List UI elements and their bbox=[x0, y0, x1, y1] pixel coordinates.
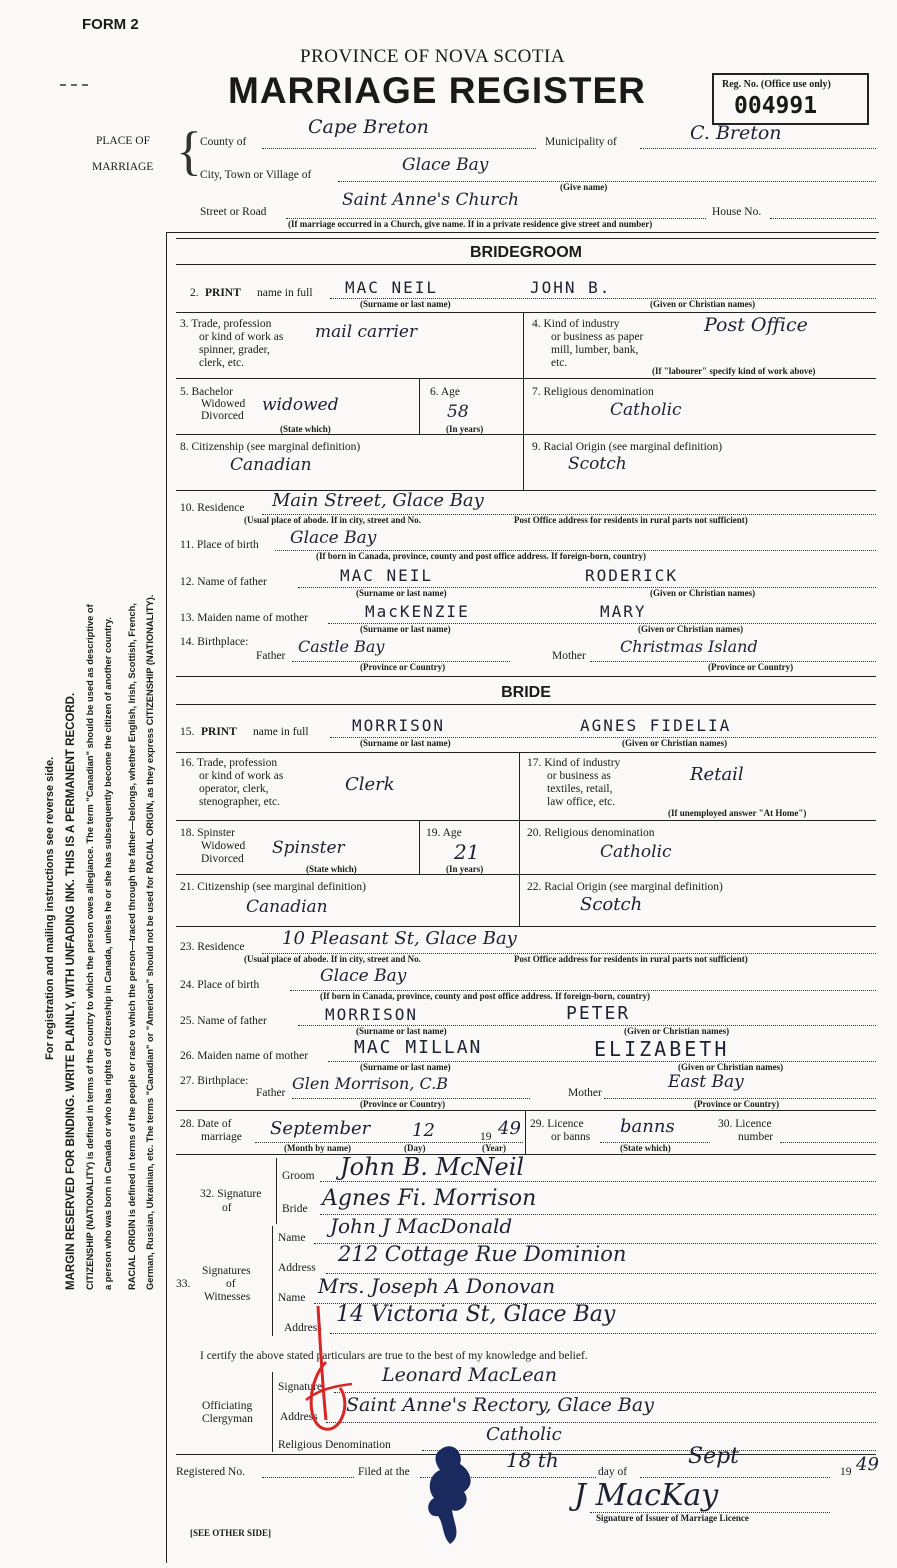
bride-father-given-hint: (Given or Christian names) bbox=[624, 1026, 730, 1036]
groom-f3-c: spinner, grader, bbox=[199, 344, 270, 356]
groom-residence-hint-a: (Usual place of abode. If in city, street and No. bbox=[244, 515, 421, 525]
bride-birthplace: Glace Bay bbox=[320, 966, 407, 986]
bride-father-prov-hint: (Province or Country) bbox=[360, 1099, 446, 1109]
give-name-hint: (Give name) bbox=[560, 182, 608, 192]
licence-state-hint: (State which) bbox=[620, 1143, 671, 1153]
bride-f26: 26. Maiden name of mother bbox=[180, 1050, 309, 1062]
groom-f6: 6. Age bbox=[430, 386, 461, 398]
bride-f18-c: Divorced bbox=[201, 853, 244, 865]
groom-f4-b: or business as paper bbox=[551, 331, 644, 343]
filed-year: 49 bbox=[856, 1454, 879, 1475]
groom-citizenship: Canadian bbox=[230, 455, 312, 475]
bridegroom-heading: BRIDEGROOM bbox=[470, 244, 582, 261]
year-hint: (Year) bbox=[482, 1143, 506, 1153]
bride-mother-surname: MAC MILLAN bbox=[354, 1037, 483, 1058]
bride-mother-birthplace: East Bay bbox=[668, 1072, 744, 1092]
groom-signature: John B. McNeil bbox=[340, 1153, 525, 1181]
bride-f16-a: 16. Trade, profession bbox=[180, 757, 278, 769]
f33-d: Witnesses bbox=[204, 1291, 251, 1303]
bride-residence-hint-b: Post Office address for residents in rural parts not sufficient) bbox=[514, 954, 748, 964]
groom-father-given: RODERICK bbox=[585, 566, 679, 585]
place-label-a: PLACE OF bbox=[96, 135, 150, 147]
f28-a: 28. Date of bbox=[180, 1118, 232, 1130]
bride-mother-prov-hint: (Province or Country) bbox=[694, 1099, 780, 1109]
off-b: Clergyman bbox=[202, 1413, 253, 1425]
groom-residence: Main Street, Glace Bay bbox=[272, 490, 484, 511]
bride-residence-hint-a: (Usual place of abode. If in city, street and No. bbox=[244, 954, 421, 964]
groom-f11: 11. Place of birth bbox=[180, 539, 259, 551]
groom-birthplace: Glace Bay bbox=[290, 528, 377, 548]
groom-mother-given: MARY bbox=[600, 602, 647, 621]
w1-address-label: Address bbox=[278, 1262, 316, 1274]
groom-mother-surname-hint: (Surname or last name) bbox=[360, 624, 451, 634]
bride-f20: 20. Religious denomination bbox=[527, 827, 655, 839]
bride-industry: Retail bbox=[690, 764, 744, 785]
bride-mother-label: Mother bbox=[568, 1087, 602, 1099]
groom-mother-label: Mother bbox=[552, 650, 586, 662]
off-a: Officiating bbox=[202, 1400, 253, 1412]
clergy-signature-label: Signature bbox=[278, 1381, 323, 1393]
street-label: Street or Road bbox=[200, 206, 267, 218]
groom-mother-birthplace: Christmas Island bbox=[620, 637, 758, 656]
certify-statement: I certify the above stated particulars are true to the best of my knowledge and belief. bbox=[200, 1350, 588, 1362]
f33-a: Signatures bbox=[202, 1265, 251, 1277]
bride-f25: 25. Name of father bbox=[180, 1015, 267, 1027]
groom-f7: 7. Religious denomination bbox=[532, 386, 654, 398]
bride-signature: Agnes Fi. Morrison bbox=[322, 1186, 537, 1211]
page-title: MARRIAGE REGISTER bbox=[228, 70, 646, 111]
place-brace: { bbox=[176, 121, 202, 181]
bride-age: 21 bbox=[454, 840, 480, 864]
groom-f2-no: 2. bbox=[190, 287, 199, 299]
groom-f13: 13. Maiden name of mother bbox=[180, 612, 309, 624]
bride-surname: MORRISON bbox=[352, 716, 446, 735]
f30-b: number bbox=[738, 1131, 774, 1143]
bride-f23: 23. Residence bbox=[180, 941, 245, 953]
bride-f18-a: 18. Spinster bbox=[180, 827, 235, 839]
place-label-b: MARRIAGE bbox=[92, 161, 154, 173]
bride-f17-a: 17. Kind of industry bbox=[527, 757, 621, 769]
groom-status: widowed bbox=[262, 395, 339, 415]
groom-f10: 10. Residence bbox=[180, 502, 245, 514]
f33-b: 33. bbox=[176, 1278, 191, 1290]
f29-a: 29. Licence bbox=[530, 1118, 584, 1130]
groom-f4-c: mill, lumber, bank, bbox=[551, 344, 639, 356]
city-value: Glace Bay bbox=[402, 155, 489, 175]
groom-given-hint: (Given or Christian names) bbox=[650, 299, 756, 309]
f32-b: of bbox=[222, 1202, 232, 1214]
filed-label: Filed at the bbox=[358, 1466, 410, 1478]
bride-f17-b: or business as bbox=[547, 770, 611, 782]
licence-or-banns: banns bbox=[620, 1116, 675, 1137]
labourer-hint: (If "labourer" specify kind of work above) bbox=[652, 366, 816, 376]
f33-c: of bbox=[226, 1278, 236, 1290]
groom-father-given-hint: (Given or Christian names) bbox=[650, 588, 756, 598]
groom-religion: Catholic bbox=[610, 400, 682, 420]
filed-year-prefix: 19 bbox=[840, 1466, 852, 1478]
clergy-denomination: Catholic bbox=[486, 1424, 562, 1445]
issuer-hint: Signature of Issuer of Marriage Licence bbox=[596, 1513, 749, 1523]
month-hint: (Month by name) bbox=[284, 1143, 351, 1153]
bride-f15-print: PRINT bbox=[201, 726, 237, 738]
f28-b: marriage bbox=[201, 1131, 242, 1143]
f32-a: 32. Signature bbox=[200, 1188, 262, 1200]
bride-years-hint: (In years) bbox=[446, 864, 484, 874]
groom-father-birthplace: Castle Bay bbox=[298, 637, 385, 656]
margin-binding-notice: MARGIN RESERVED FOR BINDING. WRITE PLAINLY, WITH UNFADING INK. THIS IS A PERMANENT RECORD. bbox=[65, 692, 77, 1290]
groom-father-prov-hint: (Province or Country) bbox=[360, 662, 446, 672]
bride-status: Spinster bbox=[272, 838, 345, 858]
filed-day: 18 th bbox=[506, 1448, 559, 1472]
bride-residence: 10 Pleasant St, Glace Bay bbox=[282, 928, 517, 949]
margin-racial-def-2: German, Russian, Ukrainian, etc. The terms "Canadian" or "American" should not be used for RACIAL ORIGIN, as they express CITIZENSHIP (NATIONALITY). bbox=[145, 594, 155, 1290]
margin-racial-def-1: RACIAL ORIGIN is defined in terms of the people or race to which the person—traced through the father—belongs, whether English, Irish, Scottish, French, bbox=[127, 603, 137, 1290]
ink-blot bbox=[420, 1440, 490, 1550]
groom-f4-d: etc. bbox=[551, 357, 568, 369]
groom-f3-a: 3. Trade, profession bbox=[180, 318, 272, 330]
marriage-day: 12 bbox=[412, 1120, 435, 1141]
bride-birth-hint: (If born in Canada, province, county and post office address. If foreign-born, country) bbox=[320, 991, 651, 1001]
county-value: Cape Breton bbox=[308, 116, 429, 138]
bride-mother-given: ELIZABETH bbox=[594, 1037, 730, 1061]
bride-f15-label: name in full bbox=[253, 726, 309, 738]
bride-father-surname-hint: (Surname or last name) bbox=[356, 1026, 447, 1036]
margin-citizenship-def-1: CITIZENSHIP (NATIONALITY) is defined in terms of the country to which the person owes allegiance. The term "Canadian" should be used as descriptive of bbox=[85, 604, 95, 1290]
church-note: (If marriage occurred in a Church, give name. If in a private residence give street and number) bbox=[288, 219, 653, 229]
bride-f15-no: 15. bbox=[180, 726, 195, 738]
groom-mother-surname: MacKENZIE bbox=[365, 602, 470, 621]
red-check-mark bbox=[300, 1300, 360, 1440]
groom-sig-label: Groom bbox=[282, 1170, 315, 1182]
groom-father-surname-hint: (Surname or last name) bbox=[356, 588, 447, 598]
clergy-address: Saint Anne's Rectory, Glace Bay bbox=[346, 1394, 654, 1416]
bride-f21: 21. Citizenship (see marginal definition) bbox=[180, 881, 366, 893]
bride-f27-a: 27. Birthplace: bbox=[180, 1075, 249, 1087]
day-of-label: day of bbox=[598, 1466, 628, 1478]
groom-f2-print: PRINT bbox=[205, 287, 241, 299]
clergy-address-label: Address bbox=[280, 1411, 318, 1423]
clergy-signature: Leonard MacLean bbox=[382, 1364, 557, 1386]
groom-birth-hint: (If born in Canada, province, county and post office address. If foreign-born, country) bbox=[316, 551, 647, 561]
city-label: City, Town or Village of bbox=[200, 169, 312, 181]
bride-father-surname: MORRISON bbox=[325, 1005, 419, 1024]
groom-f8: 8. Citizenship (see marginal definition) bbox=[180, 441, 361, 453]
bride-f16-b: or kind of work as bbox=[199, 770, 284, 782]
groom-years-hint: (In years) bbox=[446, 424, 484, 434]
issuer-signature: J MacKay bbox=[574, 1478, 719, 1513]
groom-f12: 12. Name of father bbox=[180, 576, 267, 588]
bride-f27-b: Father bbox=[256, 1087, 286, 1099]
bride-state-which: (State which) bbox=[306, 864, 357, 874]
form-number: FORM 2 bbox=[82, 16, 139, 33]
groom-residence-hint-b: Post Office address for residents in rural parts not sufficient) bbox=[514, 515, 748, 525]
house-label: House No. bbox=[712, 206, 762, 218]
bride-mother-surname-hint: (Surname or last name) bbox=[360, 1062, 451, 1072]
reg-number-box bbox=[712, 73, 869, 125]
bride-given: AGNES FIDELIA bbox=[580, 716, 732, 735]
margin-instructions: For registration and mailing instructions see reverse side. bbox=[44, 756, 56, 1060]
groom-given: JOHN B. bbox=[530, 278, 612, 297]
groom-surname-hint: (Surname or last name) bbox=[360, 299, 451, 309]
bride-f16-d: stenographer, etc. bbox=[199, 796, 280, 808]
groom-f14-a: 14. Birthplace: bbox=[180, 636, 249, 648]
groom-state-which: (State which) bbox=[280, 424, 331, 434]
bride-f22: 22. Racial Origin (see marginal definition) bbox=[527, 881, 723, 893]
groom-industry: Post Office bbox=[704, 314, 808, 336]
groom-f5-b: Widowed bbox=[201, 398, 246, 410]
bride-racial: Scotch bbox=[580, 894, 643, 915]
pencil-mark bbox=[60, 84, 88, 86]
municipality-value: C. Breton bbox=[690, 122, 782, 144]
bride-sig-label: Bride bbox=[282, 1203, 308, 1215]
groom-f3-d: clerk, etc. bbox=[199, 357, 245, 369]
bride-surname-hint: (Surname or last name) bbox=[360, 738, 451, 748]
bride-f24: 24. Place of birth bbox=[180, 979, 260, 991]
registered-label: Registered No. bbox=[176, 1466, 245, 1478]
groom-mother-given-hint: (Given or Christian names) bbox=[638, 624, 744, 634]
bride-given-hint: (Given or Christian names) bbox=[622, 738, 728, 748]
street-value: Saint Anne's Church bbox=[342, 190, 519, 210]
clergy-denom-label: Religious Denomination bbox=[278, 1439, 391, 1451]
groom-f5-c: Divorced bbox=[201, 410, 244, 422]
bride-f17-d: law office, etc. bbox=[547, 796, 616, 808]
marriage-year-prefix: 19 bbox=[480, 1131, 492, 1143]
bride-citizenship: Canadian bbox=[246, 897, 328, 917]
reg-number-value: 004991 bbox=[734, 93, 818, 119]
see-other-side: [SEE OTHER SIDE] bbox=[190, 1528, 272, 1538]
bride-trade: Clerk bbox=[345, 774, 395, 795]
unemployed-hint: (If unemployed answer "At Home") bbox=[668, 808, 807, 818]
bride-father-birthplace: Glen Morrison, C.B bbox=[292, 1074, 449, 1093]
groom-father-surname: MAC NEIL bbox=[340, 566, 434, 585]
bride-f18-b: Widowed bbox=[201, 840, 246, 852]
groom-age: 58 bbox=[447, 402, 469, 422]
witness2-name: Mrs. Joseph A Donovan bbox=[318, 1274, 556, 1298]
f29-b: or banns bbox=[551, 1131, 591, 1143]
bride-religion: Catholic bbox=[600, 842, 672, 862]
bride-f17-c: textiles, retail, bbox=[547, 783, 613, 795]
bride-f19: 19. Age bbox=[426, 827, 462, 839]
groom-racial: Scotch bbox=[568, 454, 627, 474]
day-hint: (Day) bbox=[404, 1143, 426, 1153]
groom-f3-b: or kind of work as bbox=[199, 331, 284, 343]
w2-name-label: Name bbox=[278, 1292, 306, 1304]
marriage-month: September bbox=[270, 1118, 371, 1139]
groom-f14-b: Father bbox=[256, 650, 286, 662]
witness1-address: 212 Cottage Rue Dominion bbox=[338, 1242, 627, 1266]
margin-citizenship-def-2: a person who was born in Canada or who has rights of Citizenship in Canada, unless he or she has subsequently become the citizen of another country. bbox=[103, 617, 113, 1290]
groom-f9: 9. Racial Origin (see marginal definition) bbox=[532, 441, 723, 453]
filed-month: Sept bbox=[688, 1444, 740, 1469]
w2-address-label: Address bbox=[284, 1322, 322, 1334]
witness1-name: John J MacDonald bbox=[330, 1214, 513, 1238]
reg-number-label: Reg. No. (Office use only) bbox=[722, 79, 831, 90]
groom-f5-a: 5. Bachelor bbox=[180, 386, 234, 398]
bride-mother-given-hint: (Given or Christian names) bbox=[678, 1062, 784, 1072]
witness2-address: 14 Victoria St, Glace Bay bbox=[336, 1302, 616, 1327]
groom-mother-prov-hint: (Province or Country) bbox=[708, 662, 794, 672]
groom-f4-a: 4. Kind of industry bbox=[532, 318, 620, 330]
f30-a: 30. Licence bbox=[718, 1118, 772, 1130]
bride-father-given: PETER bbox=[566, 1003, 631, 1024]
province-heading: PROVINCE OF NOVA SCOTIA bbox=[300, 46, 566, 67]
w1-name-label: Name bbox=[278, 1232, 306, 1244]
groom-f2-label: name in full bbox=[257, 287, 313, 299]
municipality-label: Municipality of bbox=[545, 136, 617, 148]
county-label: County of bbox=[200, 136, 247, 148]
bride-heading: BRIDE bbox=[501, 684, 551, 701]
bride-f16-c: operator, clerk, bbox=[199, 783, 269, 795]
groom-surname: MAC NEIL bbox=[345, 278, 439, 297]
marriage-year: 49 bbox=[498, 1118, 521, 1139]
groom-trade: mail carrier bbox=[315, 322, 418, 342]
